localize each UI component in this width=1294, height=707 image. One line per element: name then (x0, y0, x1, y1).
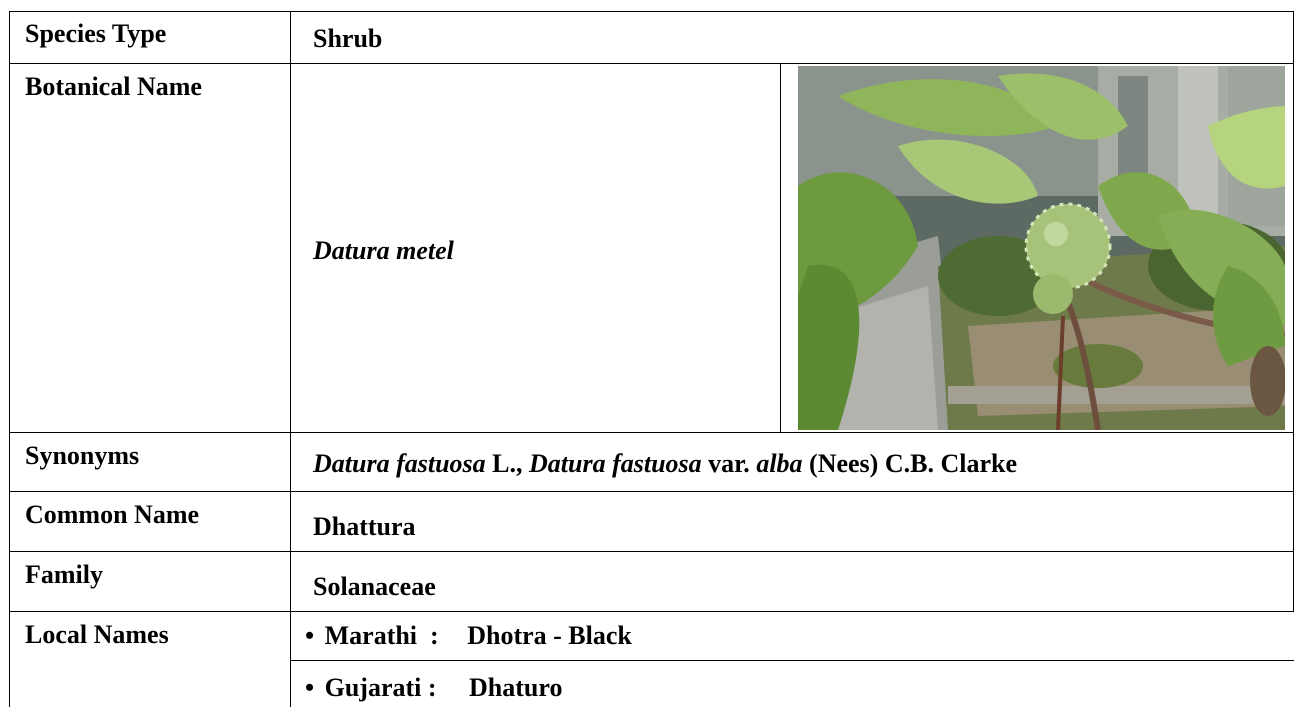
plant-photo (798, 66, 1285, 430)
bullet-icon: • (305, 673, 315, 702)
botanical-name-value: Datura metel (313, 236, 454, 265)
table-border-top (9, 11, 1294, 12)
synonym-rank: var. (701, 449, 757, 478)
common-name-value: Dhattura (313, 512, 416, 541)
row-divider (290, 660, 1294, 661)
row-divider (9, 551, 1294, 552)
local-name-value: Dhaturo (469, 673, 563, 702)
family-label: Family (25, 560, 103, 589)
row-divider (9, 432, 1294, 433)
family-value: Solanaceae (313, 572, 436, 601)
row-divider (9, 611, 1294, 612)
row-divider (9, 491, 1294, 492)
local-name-item (305, 673, 562, 703)
synonym-author: L., (485, 449, 529, 478)
local-name-language: Gujarati : (324, 673, 437, 702)
local-name-value: Dhotra - Black (467, 621, 632, 650)
synonym-variety: alba (756, 449, 803, 478)
synonyms-value (313, 449, 1017, 479)
column-divider (780, 63, 781, 432)
common-name-label: Common Name (25, 500, 200, 529)
table-border-left (9, 11, 10, 707)
species-type-value: Shrub (313, 24, 383, 53)
synonym-variety-author: (Nees) C.B. Clarke (802, 449, 1017, 478)
synonym-genus-species: Datura fastuosa (313, 449, 486, 478)
species-type-label: Species Type (25, 19, 167, 48)
synonym-genus-species-2: Datura fastuosa (529, 449, 702, 478)
synonyms-label: Synonyms (25, 441, 140, 470)
local-names-label: Local Names (25, 620, 169, 649)
bullet-icon: • (305, 621, 315, 650)
botanical-name-label: Botanical Name (25, 72, 202, 101)
local-name-item (305, 621, 632, 651)
column-divider (290, 11, 291, 707)
local-name-language: Marathi : (324, 621, 439, 650)
row-divider (9, 63, 1294, 64)
